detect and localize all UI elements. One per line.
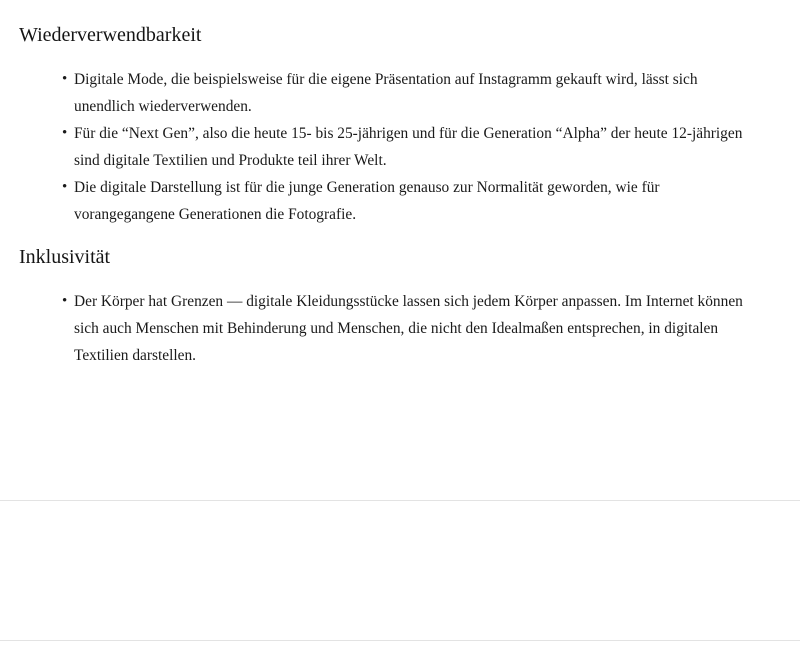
list-item	[0, 288, 800, 369]
page-divider	[0, 500, 800, 501]
section-heading-wiederverwendbarkeit: Wiederverwendbarkeit	[19, 24, 202, 46]
list-item-text: Die digitale Darstellung ist für die junge Generation genauso zur Normalität geworden, wie für vorangegangene Generationen die Fotografie.	[74, 179, 660, 223]
list-item	[0, 66, 800, 120]
bullet-icon: •	[62, 125, 68, 141]
bullet-list-wiederverwendbarkeit	[0, 66, 800, 228]
list-item-text: Digitale Mode, die beispielsweise für die eigene Präsentation auf Instagramm gekauft wird, lässt sich unendlich wiederverwenden.	[74, 71, 698, 115]
bullet-icon: •	[62, 179, 68, 195]
bullet-icon: •	[62, 71, 68, 87]
list-item	[0, 120, 800, 174]
list-item	[0, 174, 800, 228]
list-item-text: Für die “Next Gen”, also die heute 15- bis 25-jährigen und für die Generation “Alpha” der heute 12-jährigen sind digitale Textilien und Produkte teil ihrer Welt.	[74, 125, 743, 169]
bullet-list-inklusivitaet	[0, 288, 800, 369]
page-divider	[0, 640, 800, 641]
list-item-text: Der Körper hat Grenzen — digitale Kleidungsstücke lassen sich jedem Körper anpassen. Im Internet können sich auch Menschen mit Behinderung und Menschen, die nicht den Idealmaßen entsprechen, in digitalen Textilien darstellen.	[74, 293, 743, 364]
section-heading-inklusivitaet: Inklusivität	[19, 246, 111, 268]
bullet-icon: •	[62, 293, 68, 309]
